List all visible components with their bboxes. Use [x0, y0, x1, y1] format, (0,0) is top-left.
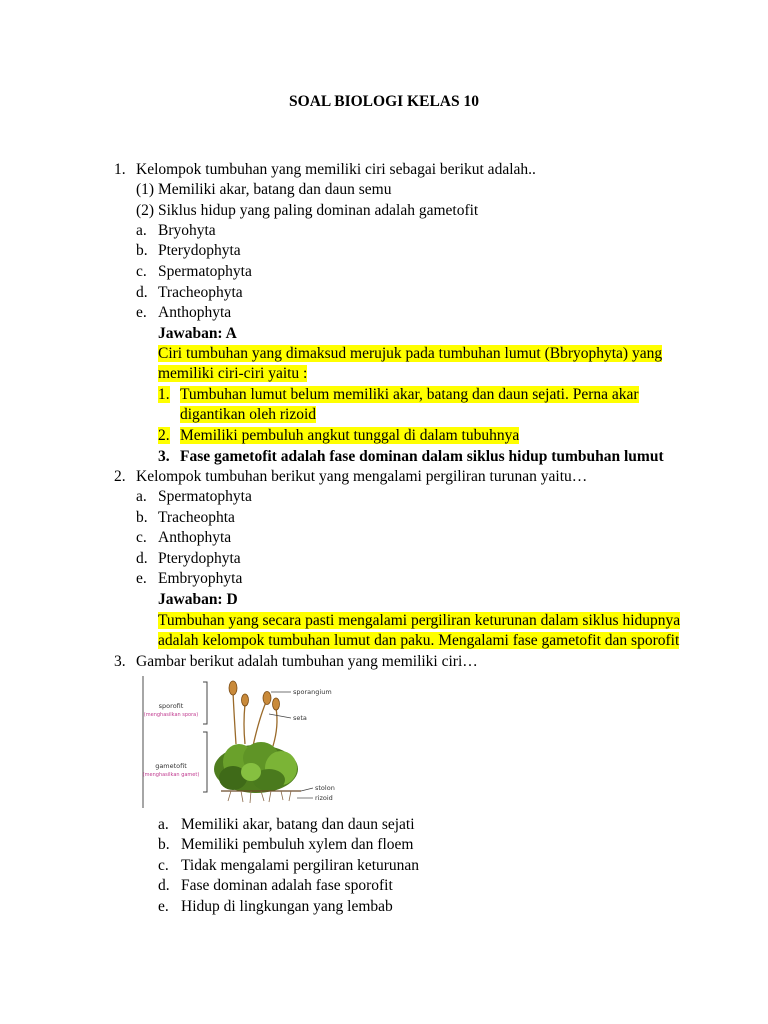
- q3-option-a: Memiliki akar, batang dan daun sejati: [181, 816, 415, 833]
- label-gametofit: gametofit: [155, 762, 187, 770]
- q2-option-c: Anthophyta: [158, 529, 232, 546]
- q1-point-1-line-1: Tumbuhan lumut belum memiliki akar, batang dan daun sejati. Perna akar: [180, 386, 639, 403]
- q2-option-letter: d.: [136, 550, 148, 567]
- q3-option-b: Memiliki pembuluh xylem dan floem: [181, 836, 414, 853]
- q1-option-b: Pterydophyta: [158, 242, 241, 259]
- q1-point-number: 3.: [158, 448, 170, 465]
- q2-number: 2.: [114, 468, 126, 485]
- q3-option-letter: e.: [158, 898, 169, 915]
- q3-number: 3.: [114, 653, 126, 670]
- q2-option-letter: e.: [136, 570, 147, 587]
- q1-text: Kelompok tumbuhan yang memiliki ciri sebagai berikut adalah..: [136, 161, 536, 178]
- q1-option-e: Anthophyta: [158, 304, 232, 321]
- label-gametofit-note: (menghasilkan gamet): [142, 772, 200, 778]
- q1-point-number: 2.: [158, 427, 170, 444]
- q1-option-letter: c.: [136, 263, 147, 280]
- label-rizoid: rizoid: [315, 794, 333, 802]
- q3-option-e: Hidup di lingkungan yang lembab: [181, 898, 393, 915]
- q3-option-letter: d.: [158, 877, 170, 894]
- q3-option-c: Tidak mengalami pergiliran keturunan: [181, 857, 420, 874]
- q1-option-letter: b.: [136, 242, 148, 259]
- label-stolon: stolon: [315, 784, 335, 792]
- label-sporangium: sporangium: [293, 688, 332, 696]
- q2-explanation-line-2: adalah kelompok tumbuhan lumut dan paku. Mengalami fase gametofit dan sporofit: [158, 632, 680, 649]
- q2-option-a: Spermatophyta: [158, 488, 252, 505]
- q2-text: Kelompok tumbuhan berikut yang mengalami pergiliran turunan yaitu…: [136, 468, 588, 485]
- q1-statement-2: (2) Siklus hidup yang paling dominan adalah gametofit: [136, 202, 479, 219]
- sporofit-bracket: [203, 682, 207, 724]
- q1-point-2: Memiliki pembuluh angkut tunggal di dalam tubuhnya: [180, 427, 520, 444]
- capsule: [273, 698, 280, 710]
- q2-explanation-line-1: Tumbuhan yang secara pasti mengalami pergiliran keturunan dalam siklus hidupnya: [158, 612, 681, 629]
- q2-answer: Jawaban: D: [158, 591, 238, 608]
- capsule: [242, 694, 249, 706]
- q1-number: 1.: [114, 161, 126, 178]
- gametophyte-leaves: [214, 742, 298, 793]
- q2-option-d: Pterydophyta: [158, 550, 241, 567]
- q1-answer: Jawaban: A: [158, 325, 237, 342]
- q1-point-3: Fase gametofit adalah fase dominan dalam siklus hidup tumbuhan lumut: [180, 448, 664, 465]
- page-title: SOAL BIOLOGI KELAS 10: [289, 93, 479, 110]
- q2-option-letter: b.: [136, 509, 148, 526]
- q3-text: Gambar berikut adalah tumbuhan yang memiliki ciri…: [136, 653, 478, 670]
- q1-option-c: Spermatophyta: [158, 263, 252, 280]
- q1-option-letter: e.: [136, 304, 147, 321]
- moss-diagram: [141, 674, 341, 810]
- capsule: [229, 681, 237, 695]
- q2-option-b: Tracheophta: [158, 509, 235, 526]
- capsule: [263, 692, 271, 705]
- label-seta: seta: [293, 714, 307, 722]
- q1-point-1-line-2: digantikan oleh rizoid: [180, 406, 317, 423]
- q2-option-e: Embryophyta: [158, 570, 243, 587]
- q3-option-d: Fase dominan adalah fase sporofit: [181, 877, 393, 894]
- q2-option-letter: a.: [136, 488, 147, 505]
- label-sporofit: sporofit: [158, 702, 184, 710]
- q3-option-letter: c.: [158, 857, 169, 874]
- q1-option-d: Tracheophyta: [158, 284, 243, 301]
- q3-option-letter: b.: [158, 836, 170, 853]
- q1-explanation-line-2: memiliki ciri-ciri yaitu :: [158, 365, 308, 382]
- q1-statement-1: (1) Memiliki akar, batang dan daun semu: [136, 181, 392, 198]
- q3-option-letter: a.: [158, 816, 169, 833]
- q2-option-letter: c.: [136, 529, 147, 546]
- label-sporofit-note: (menghasilkan spora): [143, 712, 199, 718]
- q1-point-number: 1.: [158, 386, 170, 403]
- q1-option-letter: d.: [136, 284, 148, 301]
- q1-explanation-line-1: Ciri tumbuhan yang dimaksud merujuk pada tumbuhan lumut (Bbryophyta) yang: [158, 345, 663, 362]
- q1-option-a: Bryohyta: [158, 222, 216, 239]
- gametofit-bracket: [203, 732, 207, 792]
- q1-option-letter: a.: [136, 222, 147, 239]
